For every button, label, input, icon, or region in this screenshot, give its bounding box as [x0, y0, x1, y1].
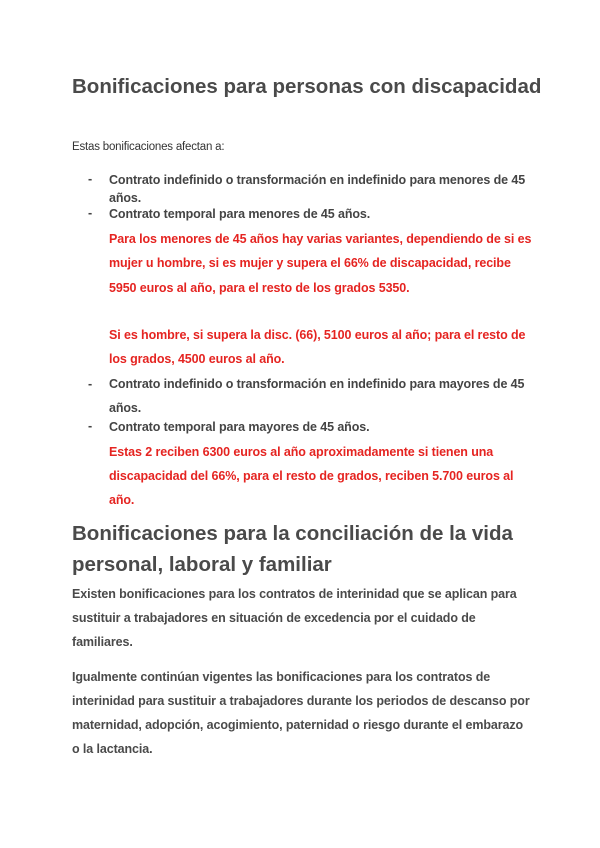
list-item-text: Contrato temporal para menores de 45 años. — [109, 207, 371, 221]
list-item-text: Contrato indefinido o transformación en indefinido para mayores de 45 años. — [109, 377, 525, 415]
section-heading-discapacidad: Bonificaciones para personas con discapacidad — [72, 75, 542, 98]
red-note-menores-mujer: Para los menores de 45 años hay varias variantes, dependiendo de si es mujer u hombre, si es mujer y supera el 66% de discapacidad, recibe 5950 euros al año, para el resto de los grados 5350. — [109, 232, 532, 295]
intro-text: Estas bonificaciones afectan a: — [72, 141, 225, 153]
paragraph-interinidad: Igualmente continúan vigentes las bonificaciones para los contratos de interinidad para sustituir a trabajadores durante los periodos de descanso por maternidad, adopción, acogimiento, paternidad o riesgo durante el embarazo o la lactancia. — [72, 670, 530, 756]
list-item — [88, 418, 528, 436]
dash-marker: - — [88, 377, 93, 391]
list-item — [88, 372, 528, 420]
bullet-list-3 — [88, 372, 528, 420]
list-item-text: Contrato temporal para mayores de 45 años. — [109, 420, 370, 434]
red-note-menores-hombre: Si es hombre, si supera la disc. (66), 5100 euros al año; para el resto de los grados, 4500 euros al año. — [109, 328, 526, 366]
dash-marker: - — [88, 172, 93, 186]
list-item-text: Contrato indefinido o transformación en indefinido para menores de 45 años. — [109, 173, 526, 205]
section-heading-conciliacion: Bonificaciones para la conciliación de la vida personal, laboral y familiar — [72, 522, 513, 576]
bullet-list-1 — [88, 171, 528, 207]
dash-marker: - — [88, 206, 93, 220]
paragraph-excedencia: Existen bonificaciones para los contratos de interinidad que se aplican para sustituir a trabajadores en situación de excedencia por el cuidado de familiares. — [72, 587, 517, 649]
dash-marker: - — [88, 419, 93, 433]
red-note-mayores: Estas 2 reciben 6300 euros al año aproximadamente si tienen una discapacidad del 66%, para el resto de grados, reciben 5.700 euros al año. — [109, 445, 514, 507]
bullet-list-2 — [88, 205, 528, 223]
list-item — [88, 205, 528, 223]
bullet-list-4 — [88, 418, 528, 436]
list-item — [88, 171, 528, 207]
